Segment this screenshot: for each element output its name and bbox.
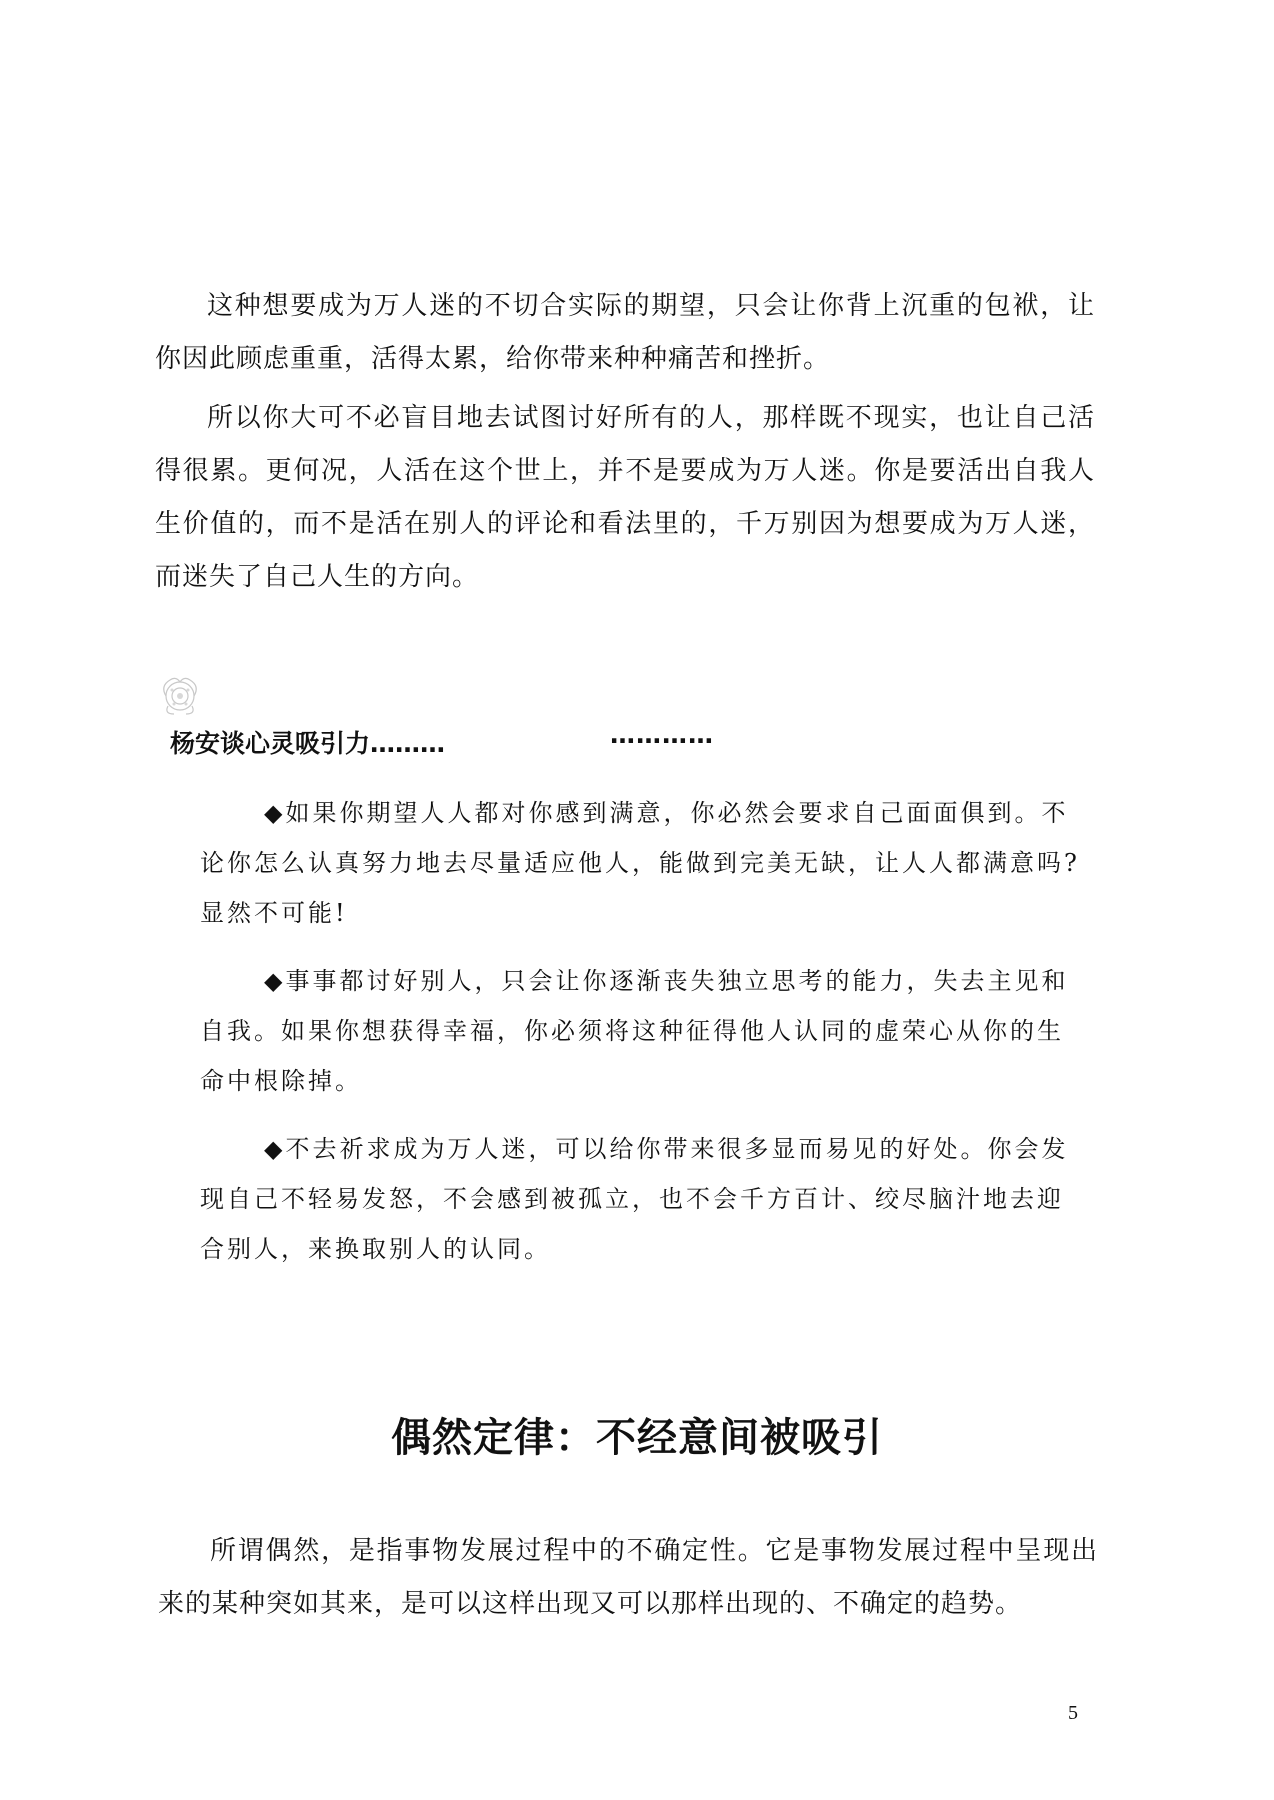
body-paragraph-2: 所以你大可不必盲目地去试图讨好所有的人，那样既不现实，也让自己活得很累。更何况，人活在这个世上，并不是要成为万人迷。你是要活出自我人生价值的，而不是活在别人的评论和看法里的，千万别因为想要成为万人迷，而迷失了自己人生的方向。	[155, 403, 1095, 592]
sidebar-bullet-1: ◆如果你期望人人都对你感到满意，你必然会要求自己面面俱到。不论你怎么认真努力地去尽量适应他人，能做到完美无缺，让人人都满意吗?显然不可能!	[200, 799, 1080, 927]
page-number: 5	[1068, 1702, 1078, 1724]
sidebar-title: 杨安谈心灵吸引力………	[170, 729, 446, 758]
sidebar-title-dots: …………	[610, 720, 714, 749]
sidebar-bullet-3: ◆不去祈求成为万人迷，可以给你带来很多显而易见的好处。你会发现自己不轻易发怒，不会感到被孤立，也不会千方百计、绞尽脑汁地去迎合别人，来换取别人的认同。	[200, 1135, 1069, 1263]
body-paragraph-1: 这种想要成为万人迷的不切合实际的期望，只会让你背上沉重的包袱，让你因此顾虑重重，活得太累，给你带来种种痛苦和挫折。	[155, 291, 1095, 374]
sidebar-title-row	[170, 720, 770, 760]
sidebar-bullet-2: ◆事事都讨好别人，只会让你逐渐丧失独立思考的能力，失去主见和自我。如果你想获得幸福，你必须将这种征得他人认同的虚荣心从你的生命中根除掉。	[200, 967, 1069, 1095]
section-paragraph-1: 所谓偶然，是指事物发展过程中的不确定性。它是事物发展过程中呈现出来的某种突如其来，是可以这样出现又可以那样出现的、不确定的趋势。	[158, 1536, 1098, 1619]
section-heading: 偶然定律：不经意间被吸引	[391, 1415, 883, 1461]
flower-ornament-icon	[150, 668, 214, 720]
